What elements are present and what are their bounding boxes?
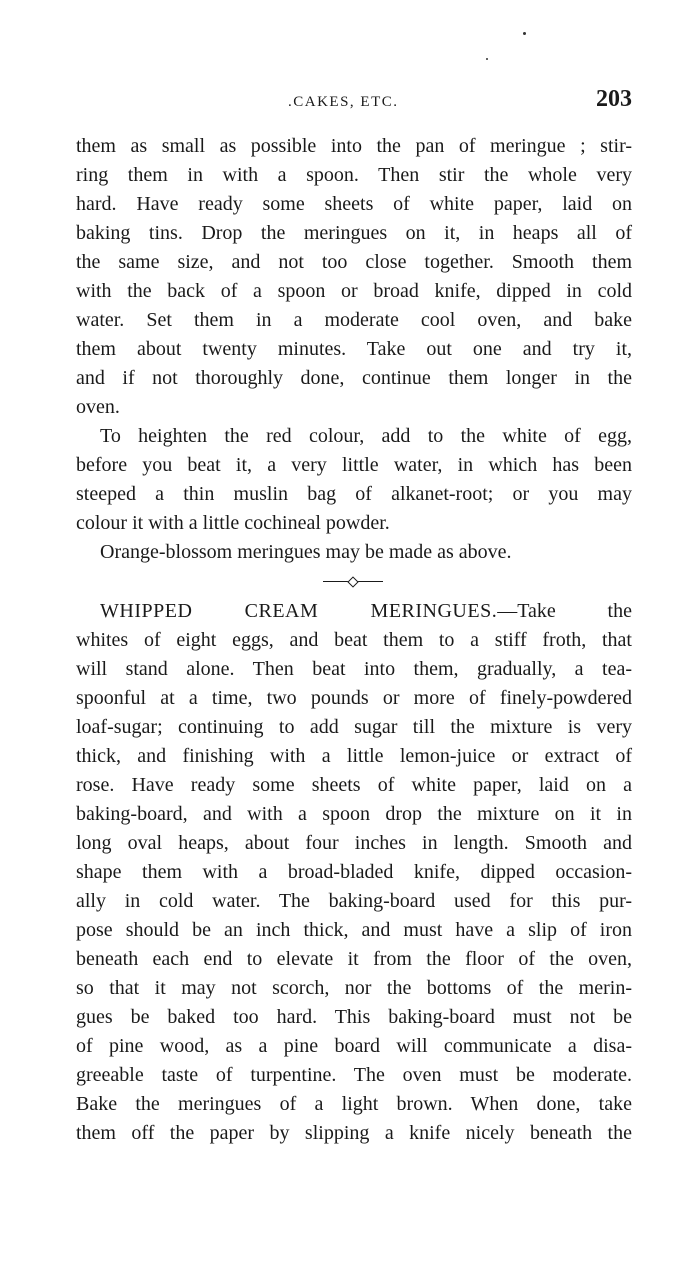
text-line: before you beat it, a very little water, in which has been [76,454,632,476]
text-line: greeable taste of turpentine. The oven must be moderate. [76,1064,632,1086]
running-title: .CAKES, ETC. [288,94,399,110]
text-line: shape them with a broad-bladed knife, dipped occasion- [76,861,632,883]
text-line: them about twenty minutes. Take out one and try it, [76,338,632,360]
text-line: colour it with a little cochineal powder. [76,512,390,534]
paragraph-red-colour [76,422,632,538]
text-line: spoonful at a time, two pounds or more of finely-powdered [76,687,632,709]
paragraph-continued [76,132,632,422]
text-line: them as small as possible into the pan of meringue ; stir- [76,135,632,157]
text-line: and if not thoroughly done, continue them longer in the [76,367,632,389]
text-line: baking tins. Drop the meringues on it, in heaps all of [76,222,632,244]
text-line: loaf-sugar; continuing to add sugar till the mixture is very [76,716,632,738]
text-line: beneath each end to elevate it from the floor of the oven, [76,948,632,970]
section-divider [76,567,632,597]
text-line: To heighten the red colour, add to the white of egg, [100,425,632,447]
text-line: oven. [76,396,120,418]
text-line: the same size, and not too close together. Smooth them [76,251,632,273]
text-line: ring them in with a spoon. Then stir the whole very [76,164,632,186]
page-number: 203 [596,86,632,112]
text-line: baking-board, and with a spoon drop the mixture on it in [76,803,632,825]
body-text [76,132,632,1148]
text-line: will stand alone. Then beat into them, gradually, a tea- [76,658,632,680]
text-line: pose should be an inch thick, and must have a slip of iron [76,919,632,941]
text-line: long oval heaps, about four inches in length. Smooth and [76,832,632,854]
text-line: with the back of a spoon or broad knife, dipped in cold [76,280,632,302]
text-line: whites of eight eggs, and beat them to a stiff froth, that [76,629,632,651]
recipe-heading: WHIPPED CREAM MERINGUES. [100,600,498,622]
divider-ornament-icon [347,576,358,587]
text-line: Bake the meringues of a light brown. When done, take [76,1093,632,1115]
text-line: steeped a thin muslin bag of alkanet-root; or you may [76,483,632,505]
print-speck [523,32,526,35]
text-line: gues be baked too hard. This baking-board must not be [76,1006,632,1028]
text-line: thick, and finishing with a little lemon-juice or extract of [76,745,632,767]
text-line: water. Set them in a moderate cool oven, and bake [76,309,632,331]
recipe-first-line-rest: —Take the [497,600,632,622]
paragraph-orange-blossom [76,538,632,567]
recipe-first-line [76,597,632,626]
text-line: them off the paper by slipping a knife nicely beneath the [76,1122,632,1144]
text-line: ally in cold water. The baking-board used for this pur- [76,890,632,912]
print-speck [486,58,488,60]
text-line: of pine wood, as a pine board will communicate a disa- [76,1035,632,1057]
recipe-whipped-cream-meringues [76,597,632,1148]
text-line: Orange-blossom meringues may be made as above. [100,541,512,563]
running-head [76,88,632,118]
text-line: so that it may not scorch, nor the bottoms of the merin- [76,977,632,999]
text-line: rose. Have ready some sheets of white paper, laid on a [76,774,632,796]
text-line: hard. Have ready some sheets of white paper, laid on [76,193,632,215]
